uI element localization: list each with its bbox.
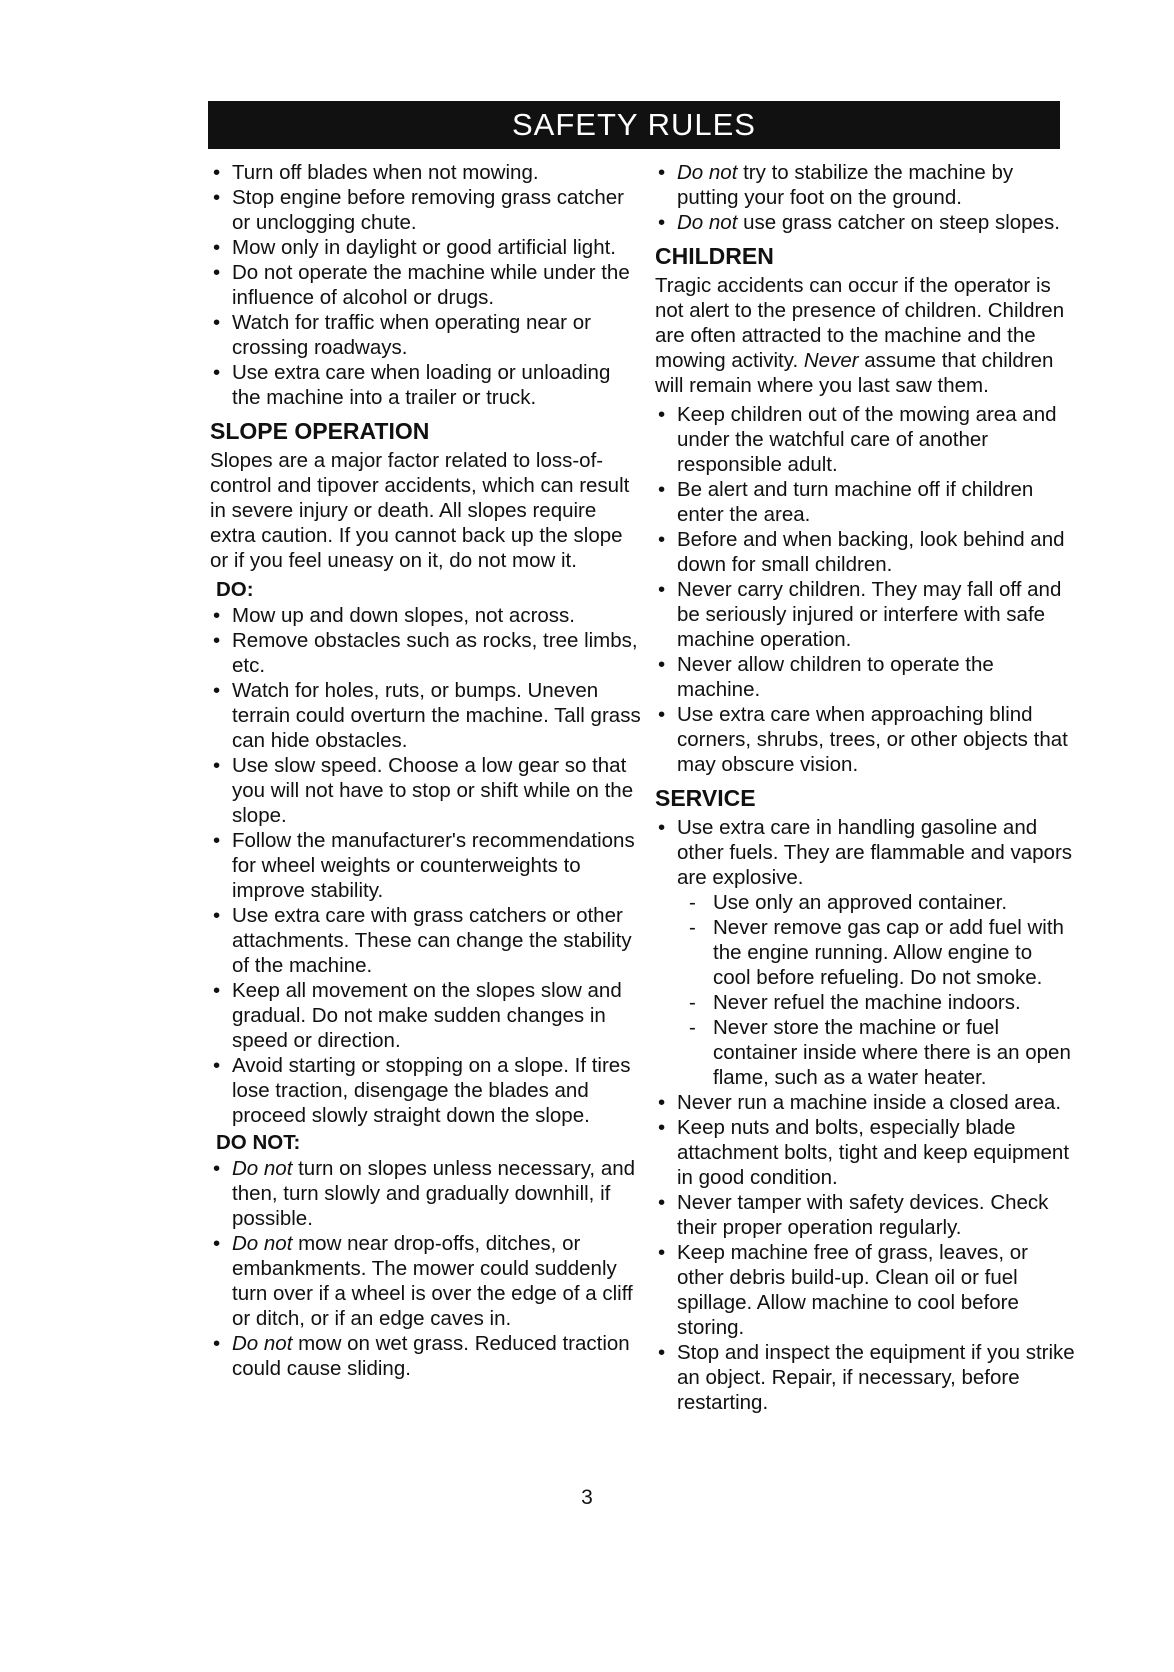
do-not-emphasis: Do not — [677, 211, 738, 234]
do-not-emphasis: Do not — [232, 1157, 293, 1180]
do-not-list — [210, 1156, 642, 1381]
children-list — [655, 402, 1075, 777]
list-item: • Be alert and turn machine off if children enter the area. — [655, 477, 1075, 527]
sub-list-item: - Never refuel the machine indoors. — [655, 990, 1075, 1015]
list-item: • Use extra care in handling gasoline and other fuels. They are flammable and vapors are explosive. — [655, 815, 1075, 890]
left-column — [210, 160, 642, 1381]
list-item: • Use extra care with grass catchers or other attachments. These can change the stability of the machine. — [210, 903, 642, 978]
list-item: • Watch for traffic when operating near or crossing roadways. — [210, 310, 642, 360]
do-not-list-continued — [655, 160, 1075, 235]
service-heading: SERVICE — [655, 785, 756, 811]
list-item: • Mow only in daylight or good artificial light. — [210, 235, 642, 260]
list-item: • Keep children out of the mowing area and under the watchful care of another responsible adult. — [655, 402, 1075, 477]
do-not-emphasis: Do not — [232, 1332, 293, 1355]
service-list — [655, 815, 1075, 890]
children-heading: CHILDREN — [655, 243, 774, 269]
service-sub-list — [655, 890, 1075, 1090]
sub-list-item: - Use only an approved container. — [655, 890, 1075, 915]
never-emphasis: Never — [803, 349, 859, 372]
list-item: • Keep all movement on the slopes slow and gradual. Do not make sudden changes in speed or direction. — [210, 978, 642, 1053]
list-item: • Remove obstacles such as rocks, tree limbs, etc. — [210, 628, 642, 678]
list-item: • Never allow children to operate the machine. — [655, 652, 1075, 702]
list-item: • Keep nuts and bolts, especially blade attachment bolts, tight and keep equipment in good condition. — [655, 1115, 1075, 1190]
do-not-emphasis: Do not — [232, 1232, 293, 1255]
list-item: • Never carry children. They may fall off and be seriously injured or interfere with safe machine operation. — [655, 577, 1075, 652]
list-item — [210, 1331, 642, 1381]
right-column — [655, 160, 1075, 1415]
list-item: • Stop and inspect the equipment if you strike an object. Repair, if necessary, before restarting. — [655, 1340, 1075, 1415]
children-paragraph-text: Tragic accidents can occur if the operator is not alert to the presence of children. Children are often attracted to the machine and the mowing activity. — [655, 274, 1065, 372]
page-number: 3 — [581, 1486, 593, 1509]
list-item-text: turn on slopes unless necessary, and then, turn slowly and gradually downhill, if possible. — [232, 1157, 636, 1230]
list-item: • Mow up and down slopes, not across. — [210, 603, 642, 628]
slope-operation-paragraph: Slopes are a major factor related to loss-of-control and tipover accidents, which can result in severe injury or death. All slopes require extra caution. If you cannot back up the slope or if you feel uneasy on it, do not mow it. — [210, 449, 630, 572]
list-item: • Turn off blades when not mowing. — [210, 160, 642, 185]
list-item: • Do not operate the machine while under the influence of alcohol or drugs. — [210, 260, 642, 310]
safety-rules-title: SAFETY RULES — [208, 101, 1060, 149]
service-list-continued — [655, 1090, 1075, 1415]
list-item: • Avoid starting or stopping on a slope. If tires lose traction, disengage the blades and proceed slowly straight down the slope. — [210, 1053, 642, 1128]
list-item-text: mow near drop-offs, ditches, or embankments. The mower could suddenly turn over if a wheel is over the edge of a cliff or ditch, or if an edge caves in. — [232, 1232, 633, 1330]
list-item: • Watch for holes, ruts, or bumps. Uneven terrain could overturn the machine. Tall grass can hide obstacles. — [210, 678, 642, 753]
do-not-emphasis: Do not — [677, 161, 738, 184]
list-item: • Never run a machine inside a closed area. — [655, 1090, 1075, 1115]
sub-list-item: - Never remove gas cap or add fuel with the engine running. Allow engine to cool before refueling. Do not smoke. — [655, 915, 1075, 990]
children-paragraph — [655, 273, 1075, 398]
list-item-text: mow on wet grass. Reduced traction could cause sliding. — [232, 1332, 630, 1380]
list-item: • Follow the manufacturer's recommendations for wheel weights or counterweights to improve stability. — [210, 828, 642, 903]
list-item — [655, 210, 1075, 235]
list-item: • Use extra care when loading or unloading the machine into a trailer or truck. — [210, 360, 642, 410]
list-item-text: use grass catcher on steep slopes. — [737, 211, 1060, 234]
list-item: • Use extra care when approaching blind corners, shrubs, trees, or other objects that may obscure vision. — [655, 702, 1075, 777]
list-item — [655, 160, 1075, 210]
list-item: • Use slow speed. Choose a low gear so that you will not have to stop or shift while on the slope. — [210, 753, 642, 828]
list-item: • Before and when backing, look behind and down for small children. — [655, 527, 1075, 577]
list-item-text: try to stabilize the machine by putting your foot on the ground. — [677, 161, 1014, 209]
do-heading: DO: — [216, 578, 254, 601]
list-item: • Stop engine before removing grass catcher or unclogging chute. — [210, 185, 642, 235]
children-paragraph-text: assume that children will remain where you last saw them. — [655, 349, 1054, 397]
slope-operation-heading: SLOPE OPERATION — [210, 418, 430, 444]
do-list — [210, 603, 642, 1128]
intro-list — [210, 160, 642, 410]
list-item — [210, 1231, 642, 1331]
list-item: • Keep machine free of grass, leaves, or other debris build-up. Clean oil or fuel spillage. Allow machine to cool before storing. — [655, 1240, 1075, 1340]
do-not-heading: DO NOT: — [216, 1131, 301, 1154]
list-item: • Never tamper with safety devices. Check their proper operation regularly. — [655, 1190, 1075, 1240]
sub-list-item: - Never store the machine or fuel container inside where there is an open flame, such as a water heater. — [655, 1015, 1075, 1090]
list-item — [210, 1156, 642, 1231]
